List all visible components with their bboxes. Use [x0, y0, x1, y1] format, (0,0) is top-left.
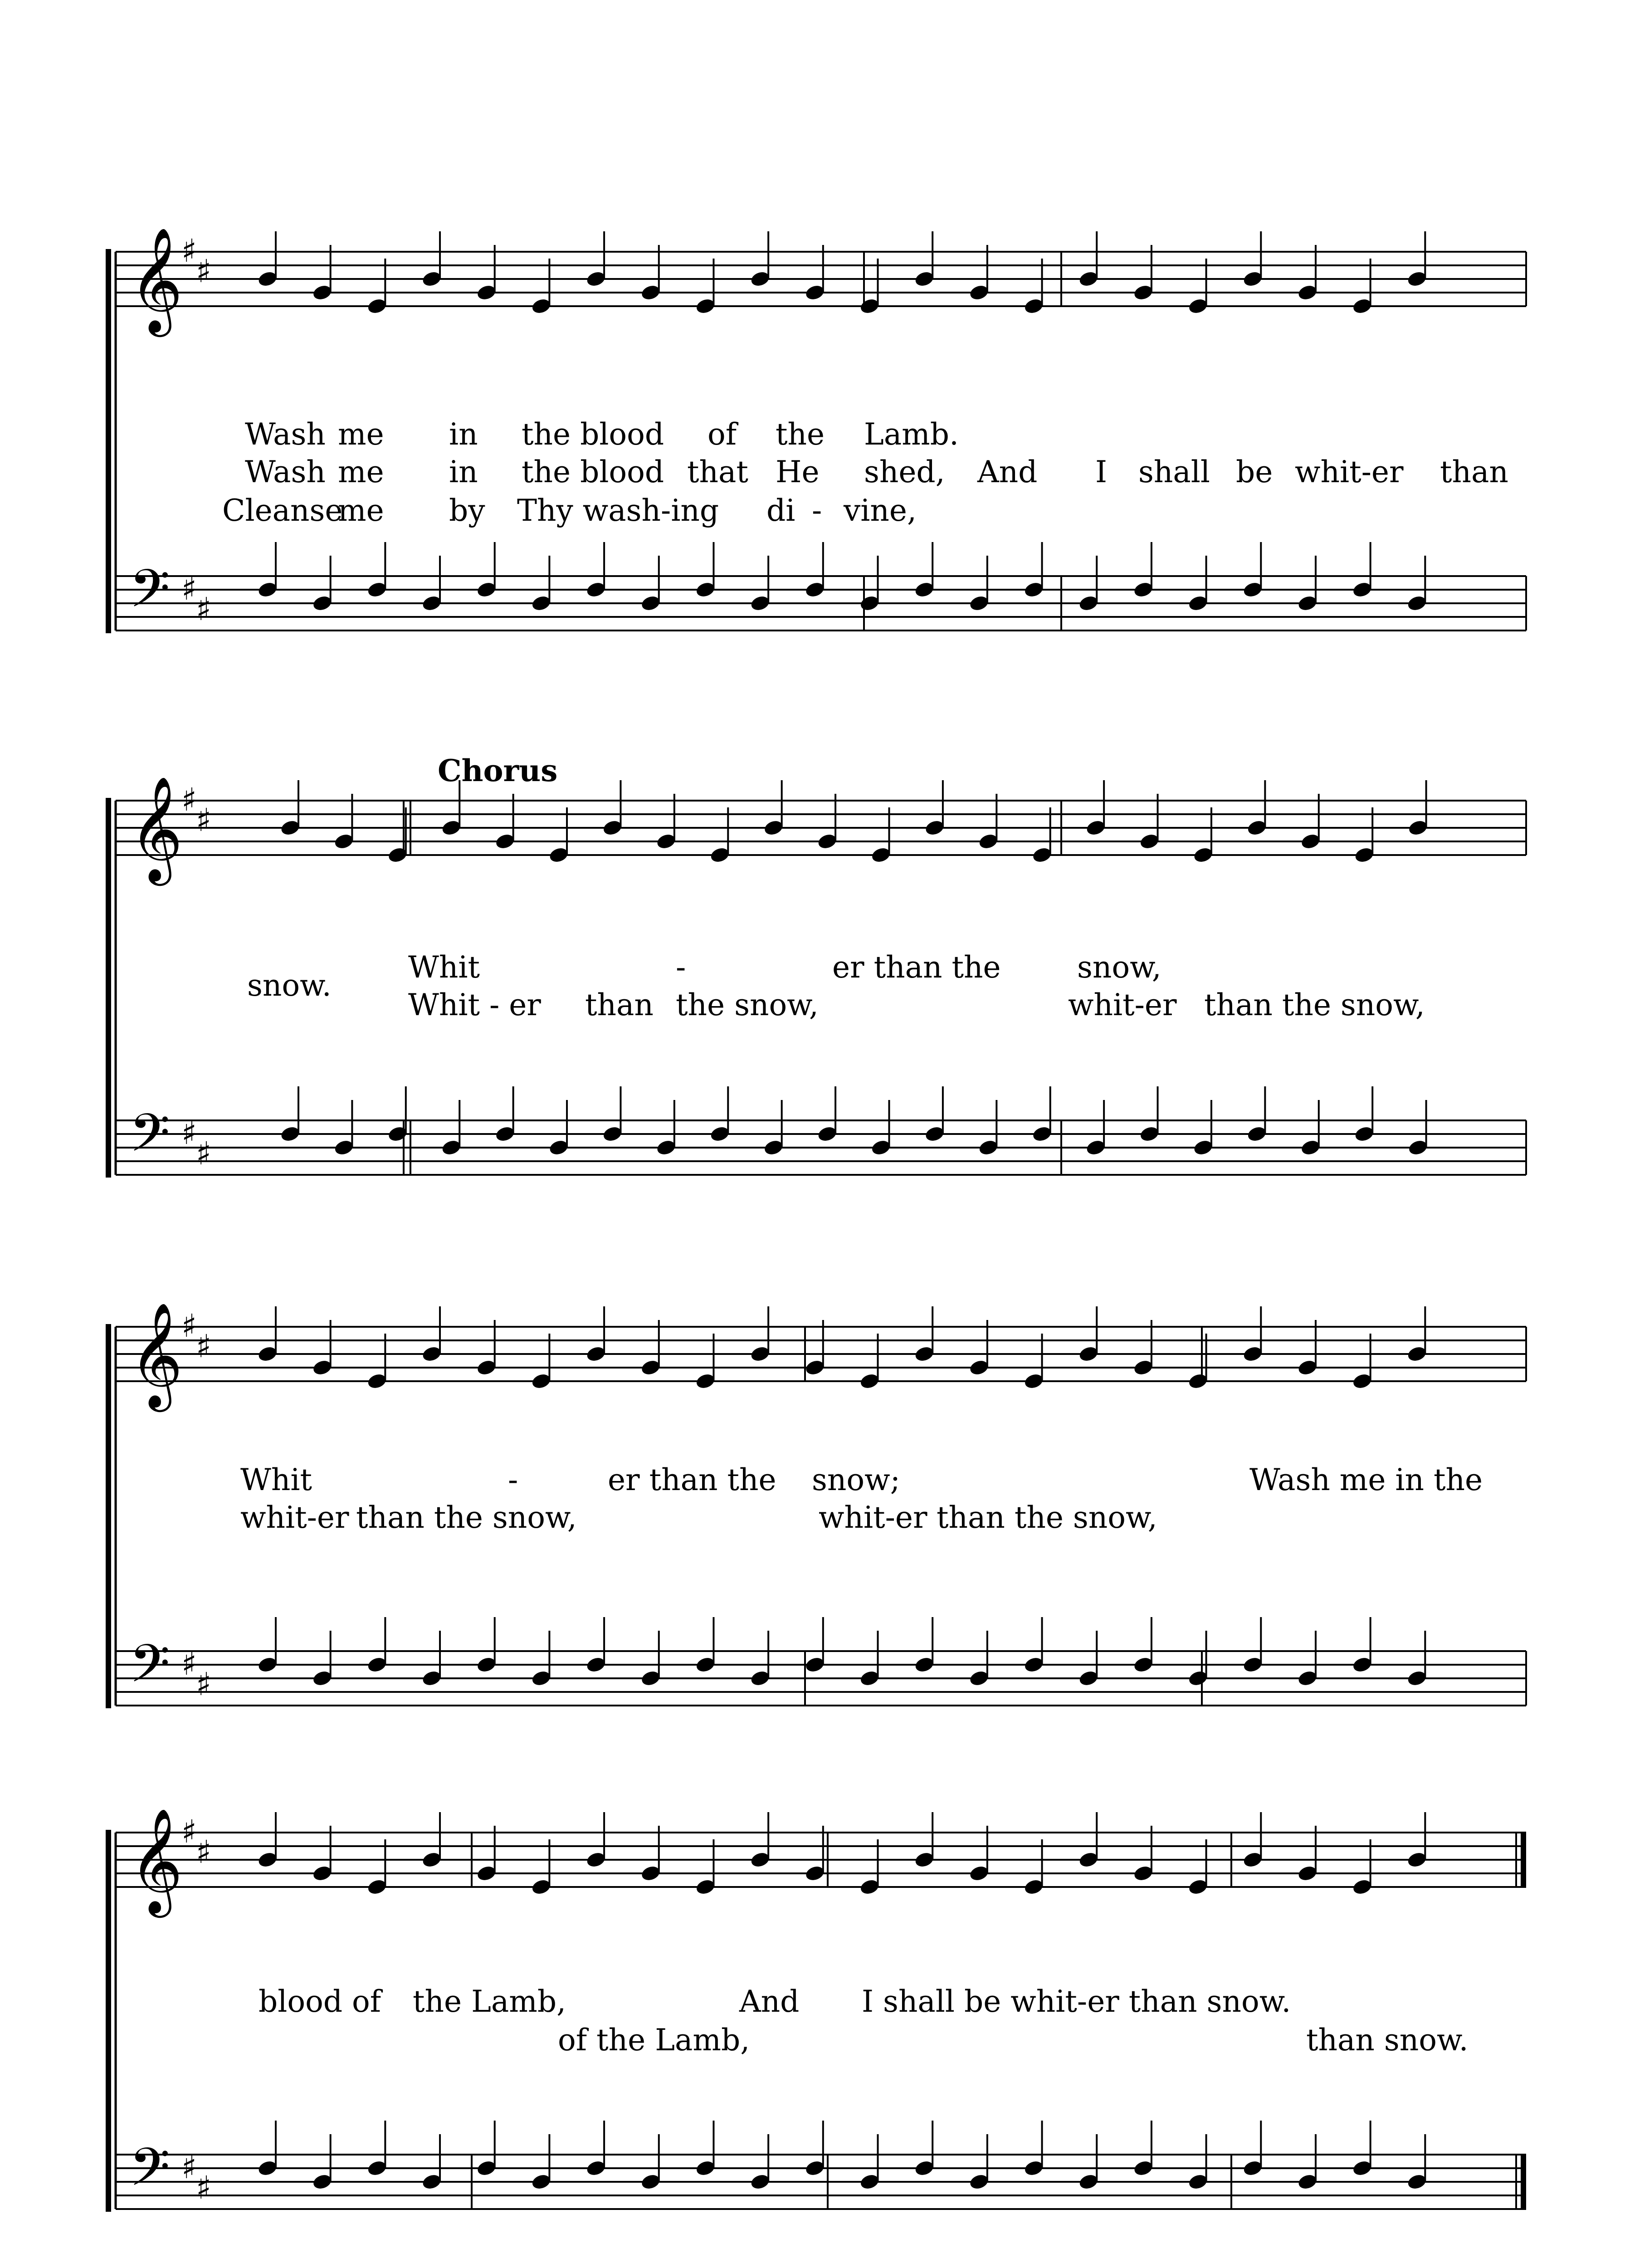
note-heads	[257, 231, 1429, 2191]
lyric-word: that	[687, 455, 748, 489]
lyric-word: of the Lamb,	[558, 2023, 750, 2058]
lyric-word: of	[708, 417, 737, 452]
lyric-word: whit-er	[1295, 455, 1404, 489]
sharp-icon: ♯	[196, 802, 211, 839]
lyric-word: by	[449, 493, 485, 528]
lyric-word: Thy wash-ing	[517, 493, 719, 528]
lyric-word: Whit	[240, 1462, 312, 1497]
lyric-word: Whit - er	[408, 987, 541, 1022]
treble-clef-icon: 𝄞	[129, 776, 183, 881]
lyric-word: blood of	[259, 1984, 381, 2019]
lyric-word: And	[739, 1984, 800, 2019]
lyric-word: He	[776, 455, 820, 489]
lyric-word: I shall be whit-er than snow.	[862, 1984, 1291, 2019]
sharp-icon: ♯	[181, 1307, 197, 1344]
lyric-word: than	[1440, 455, 1508, 489]
system-bracket	[106, 1324, 111, 1708]
sharp-icon: ♯	[196, 1135, 211, 1172]
lyric-word: snow;	[812, 1462, 900, 1497]
sharp-icon: ♯	[181, 1645, 197, 1682]
sharp-icon: ♯	[181, 1813, 197, 1850]
chorus-label: Chorus	[438, 753, 558, 788]
lyric-word: me	[338, 417, 384, 452]
system-bracket	[106, 249, 111, 633]
lyric-word: whit-er	[819, 1500, 927, 1535]
sharp-icon: ♯	[196, 2169, 211, 2206]
lyric-word: than the snow,	[356, 1500, 577, 1535]
sharp-icon: ♯	[181, 2149, 197, 2186]
lyric-word: Cleanse	[222, 493, 343, 528]
lyric-word: Wash me in the	[1249, 1462, 1483, 1497]
treble-clef-icon: 𝄞	[129, 227, 183, 332]
lyric-word: er than the	[832, 950, 1001, 985]
lyric-word: I	[1095, 455, 1108, 489]
lyric-word: Lamb.	[864, 417, 959, 452]
system-bracket	[106, 798, 111, 1178]
lyric-word: snow,	[1077, 950, 1161, 985]
lyric-word: Whit	[408, 950, 480, 985]
lyric-word: shed,	[864, 455, 945, 489]
lyric-word: be	[1236, 455, 1273, 489]
treble-clef-icon: 𝄞	[129, 1302, 183, 1408]
lyric-word: the snow,	[676, 987, 819, 1022]
lyric-word: in	[449, 417, 478, 452]
bass-clef-icon: 𝄢	[129, 558, 171, 632]
lyric-word: me	[338, 455, 384, 489]
treble-clef-icon: 𝄞	[129, 1808, 183, 1913]
lyric-word: di	[766, 493, 795, 528]
lyric-word: than snow.	[1306, 2023, 1469, 2058]
lyric-word: whit-er	[1068, 987, 1177, 1022]
lyric-word: shall	[1138, 455, 1210, 489]
sharp-icon: ♯	[196, 1666, 211, 1703]
sharp-icon: ♯	[181, 232, 197, 269]
lyric-word: And	[977, 455, 1038, 489]
lyric-word: the Lamb,	[413, 1984, 566, 2019]
lyric-word: -	[508, 1462, 518, 1497]
sharp-icon: ♯	[196, 1328, 211, 1365]
lyric-word: than the snow,	[1204, 987, 1425, 1022]
sharp-icon: ♯	[196, 591, 211, 628]
lyric-word: in	[449, 455, 478, 489]
system-bracket	[106, 1830, 111, 2212]
sharp-icon: ♯	[181, 570, 197, 607]
bass-clef-icon: 𝄢	[129, 2137, 171, 2211]
lyric-word: me	[338, 493, 384, 528]
lyric-word: the blood	[522, 455, 664, 489]
lyric-word: Wash	[245, 417, 326, 452]
lyric-word: whit-er	[240, 1500, 349, 1535]
bass-clef-icon: 𝄢	[129, 1103, 171, 1177]
lyric-word: the blood	[522, 417, 664, 452]
bass-clef-icon: 𝄢	[129, 1633, 171, 1707]
lyric-word: snow.	[247, 968, 332, 1003]
lyric-word: vine,	[844, 493, 917, 528]
lyric-word: -	[676, 950, 686, 985]
lyric-word: than the snow,	[937, 1500, 1157, 1535]
lyric-word: -	[812, 493, 822, 528]
lyric-word: than	[585, 987, 654, 1022]
sharp-icon: ♯	[181, 781, 197, 818]
sharp-icon: ♯	[196, 253, 211, 290]
lyric-word: the	[776, 417, 825, 452]
sharp-icon: ♯	[181, 1114, 197, 1152]
lyric-word: Wash	[245, 455, 326, 489]
sharp-icon: ♯	[196, 1833, 211, 1871]
lyric-word: er than the	[608, 1462, 776, 1497]
